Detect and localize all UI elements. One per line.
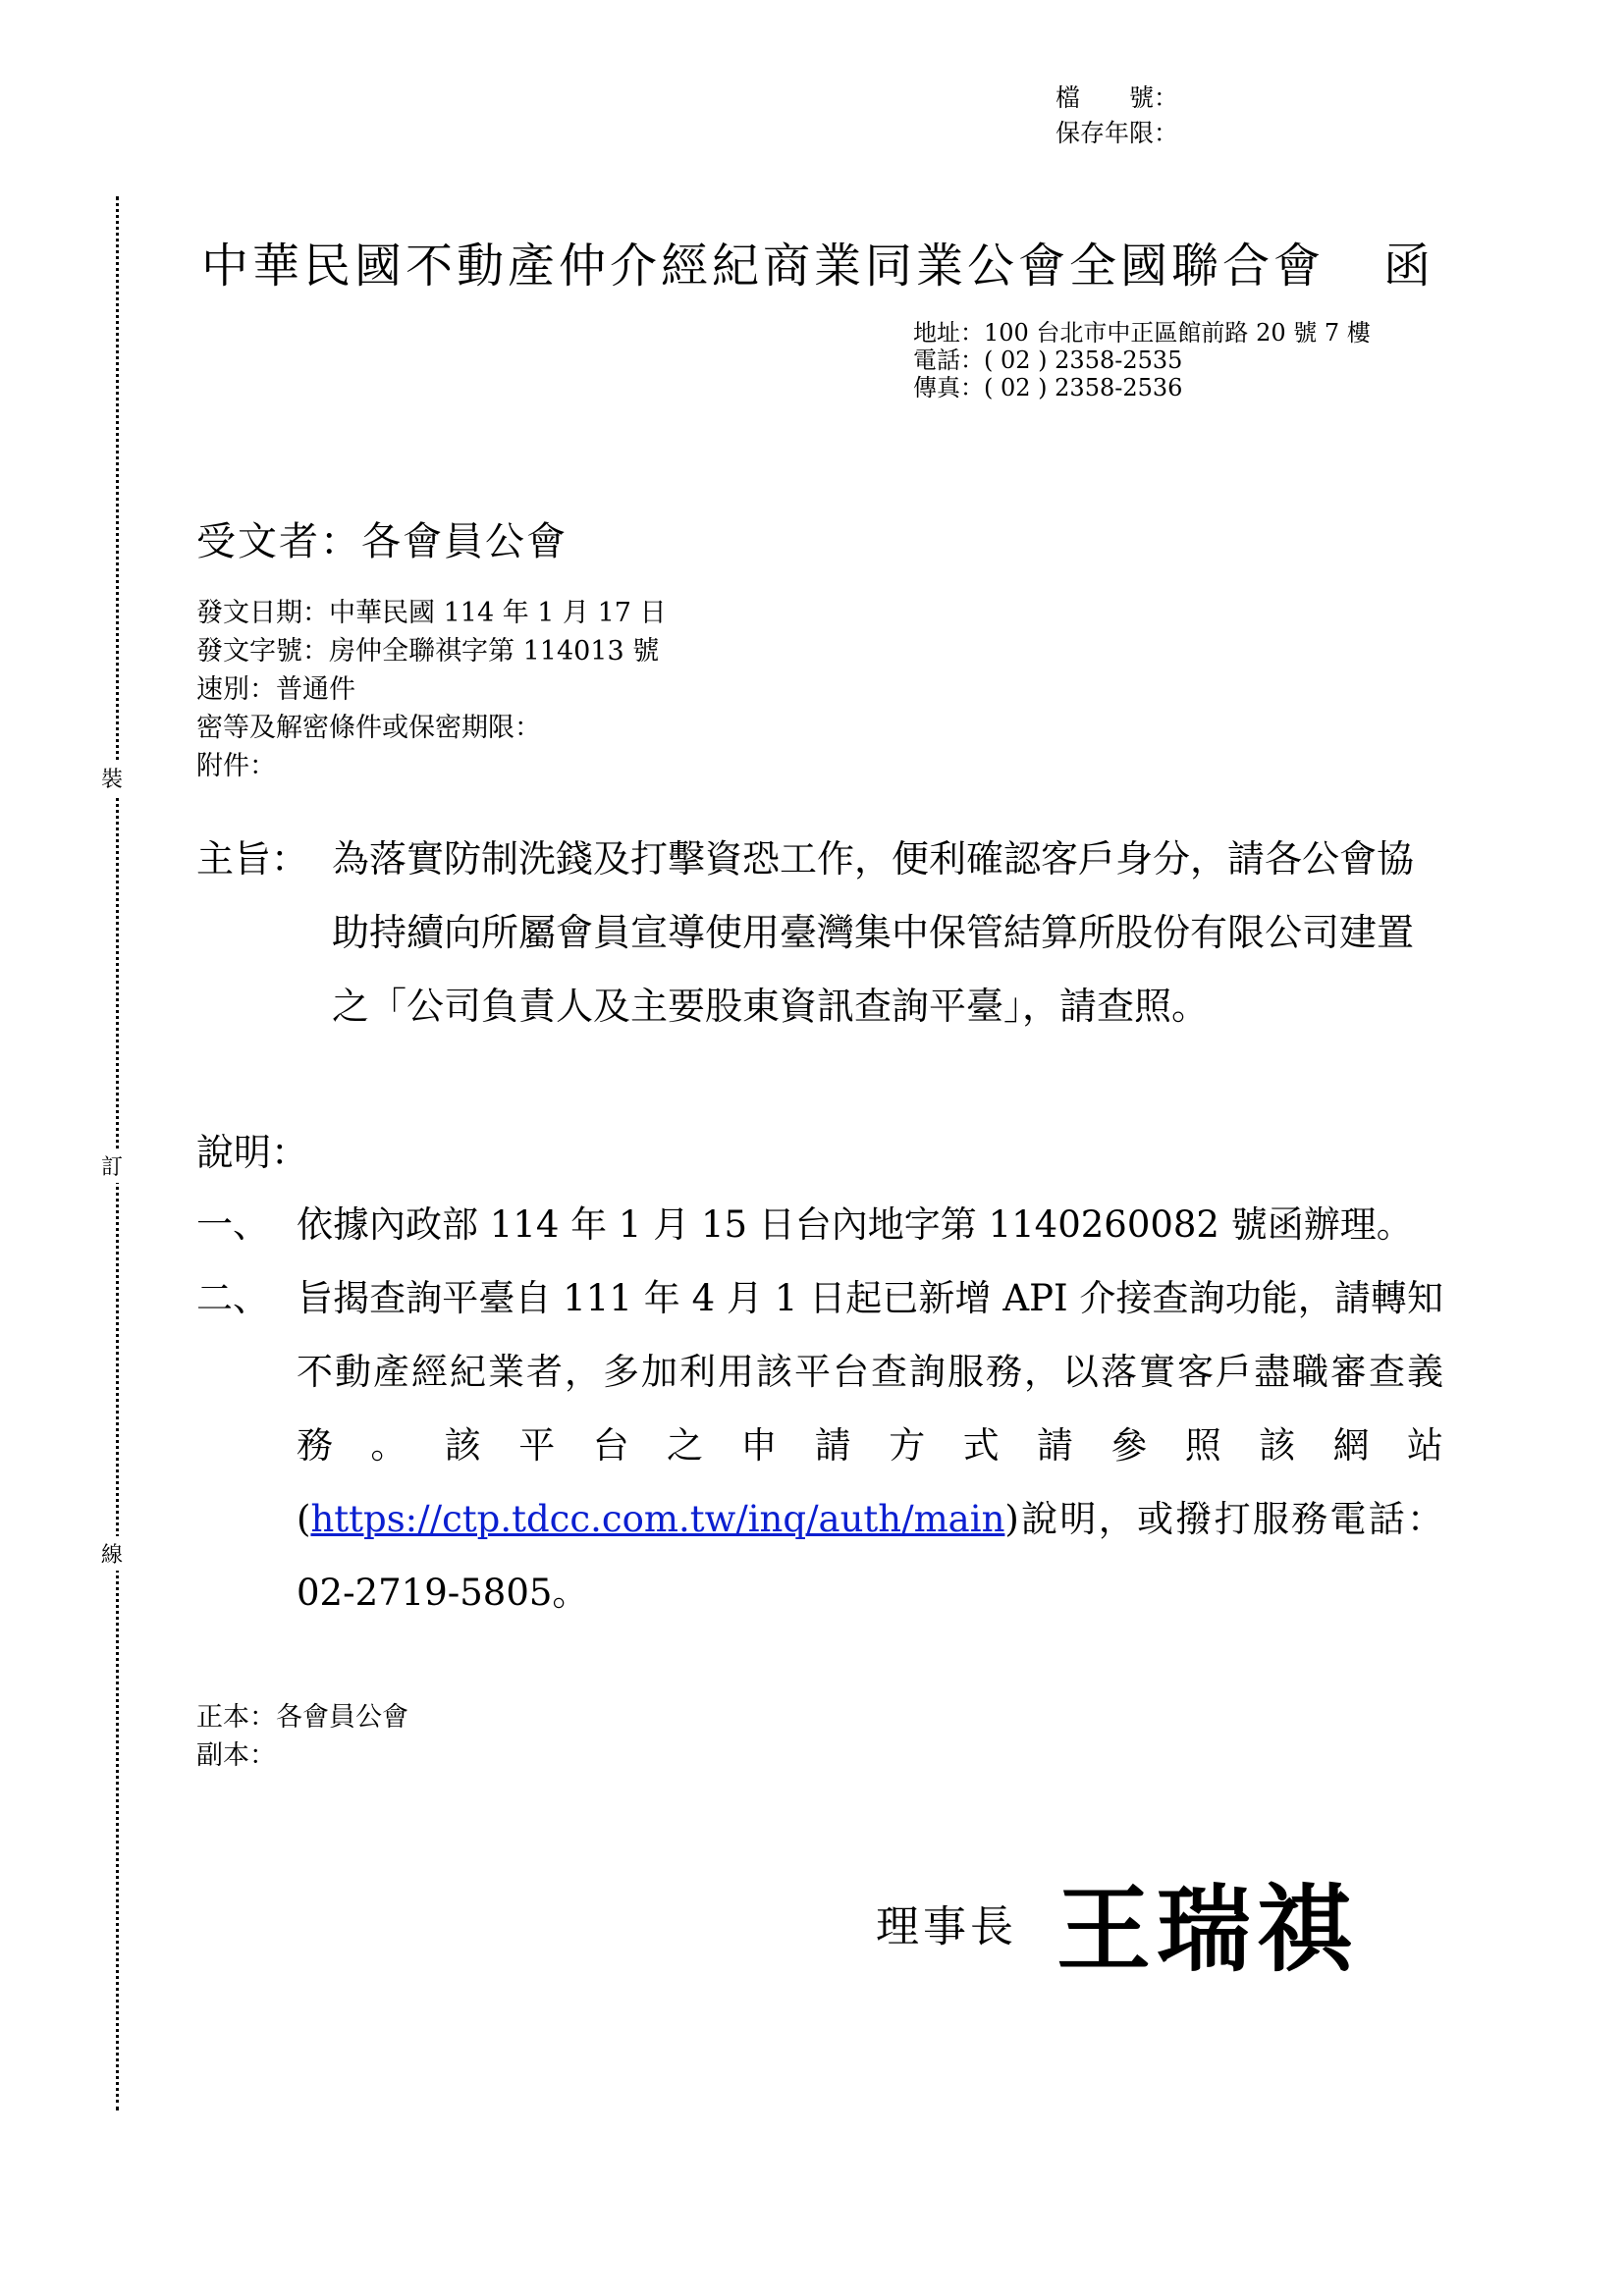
original-copy: 正本：各會員公會 bbox=[196, 1702, 408, 1733]
copies bbox=[196, 1698, 408, 1775]
document-title bbox=[201, 228, 1435, 295]
recipient: 受文者：各會員公會 bbox=[196, 519, 568, 564]
speed: 速別：普通件 bbox=[196, 674, 355, 705]
item-text: 依據內政部 114 年 1 月 15 日台內地字第 1140260082 號函辦理。 bbox=[297, 1203, 1413, 1246]
document-meta bbox=[196, 594, 667, 785]
explanation-item bbox=[196, 1188, 1443, 1261]
binding-mark-xian: 線 bbox=[101, 1536, 123, 1571]
classification: 密等及解密條件或保密期限： bbox=[196, 713, 541, 743]
issue-date: 發文日期：中華民國 114 年 1 月 17 日 bbox=[196, 598, 667, 628]
file-number: 檔 號： bbox=[1056, 83, 1179, 112]
contact-info bbox=[913, 319, 1371, 401]
fax: 傳真：( 02 ) 2358-2536 bbox=[913, 374, 1183, 401]
signer-name: 王瑞祺 bbox=[1056, 1875, 1357, 1985]
binding-mark-ding: 訂 bbox=[101, 1148, 123, 1183]
item-text-before: 旨揭查詢平臺自 111 年 4 月 1 日起已新增 API 介接查詢功能，請轉知不動產經紀業者，多加利用該平台查詢服務，以落實客戶盡職審查義務。該平台之申請方式請參照該網站( bbox=[297, 1277, 1443, 1540]
org-name: 中華民國不動產仲介經紀商業同業公會全國聯合會 bbox=[201, 239, 1326, 294]
phone: 電話：( 02 ) 2358-2535 bbox=[913, 347, 1183, 374]
attachment: 附件： bbox=[196, 751, 276, 781]
signature-block bbox=[876, 1855, 1357, 1990]
issue-number: 發文字號：房仲全聯祺字第 114013 號 bbox=[196, 636, 660, 667]
signer-title: 理事長 bbox=[876, 1901, 1017, 1952]
doc-type: 函 bbox=[1383, 239, 1435, 294]
item-number: 二、 bbox=[196, 1277, 269, 1319]
file-meta bbox=[1056, 80, 1178, 151]
explanation-item bbox=[196, 1261, 1443, 1629]
explanation-label: 說明： bbox=[196, 1131, 309, 1174]
retention-period: 保存年限： bbox=[1056, 119, 1179, 147]
subject-label: 主旨： bbox=[196, 837, 309, 881]
binding-mark-zhuang: 裝 bbox=[101, 761, 123, 795]
address: 地址：100 台北市中正區館前路 20 號 7 樓 bbox=[913, 319, 1371, 347]
subject-text: 為落實防制洗錢及打擊資恐工作，便利確認客戶身分，請各公會協助持續向所屬會員宣導使用臺灣集中保管結算所股份有限公司建置之「公司負責人及主要股東資訊查詢平臺」，請查照。 bbox=[332, 837, 1415, 1028]
subject bbox=[196, 823, 1443, 1043]
item-text bbox=[297, 1261, 1443, 1629]
item-text-after: )說明，或撥打服務電話：02-2719-5805。 bbox=[297, 1498, 1443, 1614]
item-number: 一、 bbox=[196, 1203, 269, 1246]
platform-link[interactable]: https://ctp.tdcc.com.tw/inq/auth/main bbox=[310, 1498, 1005, 1540]
duplicate-copy: 副本： bbox=[196, 1740, 276, 1771]
